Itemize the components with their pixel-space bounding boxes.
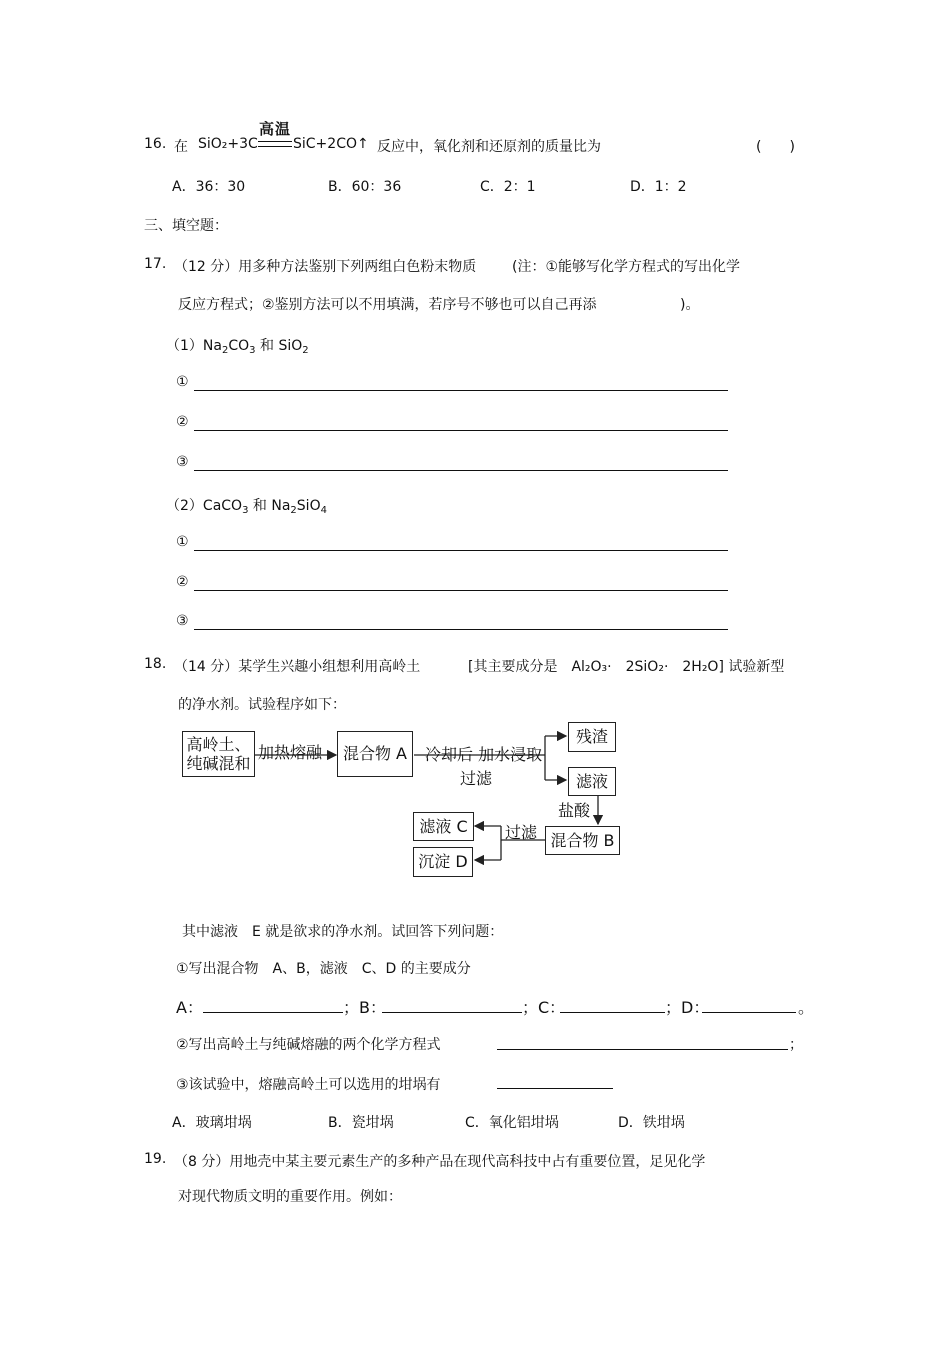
q18-option-b: B．瓷坩埚 — [328, 1115, 394, 1131]
section-heading: 三、填空题： — [144, 218, 228, 234]
q19-line1: （8 分）用地壳中某主要元素生产的多种产品在现代高科技中占有重要位置，足见化学 — [174, 1154, 706, 1170]
q17-line2: 反应方程式；②鉴别方法可以不用填满，若序号不够也可以自己再添 — [178, 297, 597, 313]
q16-prefix: 在 — [174, 139, 188, 155]
q18-line2: 的净水剂。试验程序如下： — [178, 697, 346, 713]
q16-reaction-condition: 高温 — [259, 120, 292, 138]
flow-label-filter-1: 过滤 — [460, 769, 493, 788]
q17-line1: （12 分）用多种方法鉴别下列两组白色粉末物质 — [174, 259, 477, 275]
q18-subquestion-3: ③该试验中，熔融高岭土可以选用的坩埚有 — [176, 1077, 441, 1093]
q17-part1-circle-2: ② — [176, 414, 189, 430]
q18-blank-b[interactable] — [382, 1012, 522, 1013]
q16-answer-paren: ( ) — [756, 139, 795, 155]
q18-blank-end: 。 — [798, 998, 815, 1017]
q18-option-c: C．氧化铝坩埚 — [465, 1115, 559, 1131]
flow-label-heat-melt: 加热熔融 — [258, 743, 323, 762]
q18-blank-label-d: ；D： — [665, 998, 710, 1017]
q18-blank-label-c: ；C： — [522, 998, 566, 1017]
q17-line2-end: )。 — [680, 297, 700, 313]
q16-option-b: B．60：36 — [328, 179, 402, 195]
q18-blank-label-a: A： — [176, 998, 203, 1017]
flow-filtrate-box: 滤液 — [568, 767, 616, 796]
q18-number: 18. — [144, 656, 167, 672]
flow-label-hydrochloric-acid: 盐酸 — [558, 801, 591, 820]
q17-part2-circle-1: ① — [176, 534, 189, 550]
q17-part2-circle-2: ② — [176, 574, 189, 590]
flow-mixture-a-box: 混合物 A — [337, 731, 413, 777]
q18-line3: 其中滤液 E 就是欲求的净水剂。试回答下列问题： — [182, 924, 504, 940]
q16-option-c: C．2：1 — [480, 179, 536, 195]
q18-option-a: A．玻璃坩埚 — [172, 1115, 252, 1131]
q18-blank-c[interactable] — [560, 1012, 665, 1013]
q18-option-d: D．铁坩埚 — [618, 1115, 685, 1131]
q18-subquestion-2: ②写出高岭土与纯碱熔融的两个化学方程式 — [176, 1037, 441, 1053]
q18-line1: （14 分）某学生兴趣小组想利用高岭土 — [174, 659, 421, 675]
q17-note: (注：①能够写化学方程式的写出化学 — [512, 259, 741, 275]
q17-part2-circle-3: ③ — [176, 613, 189, 629]
q16-option-a: A．36：30 — [172, 179, 246, 195]
q18-blank-a[interactable] — [203, 1012, 343, 1013]
q17-part1-circle-1: ① — [176, 374, 189, 390]
q19-line2: 对现代物质文明的重要作用。例如： — [178, 1189, 402, 1205]
q18-blank-d[interactable] — [702, 1012, 796, 1013]
flow-precipitate-d-box: 沉淀 D — [413, 847, 473, 877]
q18-formula: [其主要成分是 Al₂O₃· 2SiO₂· 2H₂O] 试验新型 — [468, 659, 785, 675]
q16-products: SiC+2CO↑ — [293, 136, 369, 152]
flow-start-box: 高岭土、 纯碱混和 — [182, 731, 255, 777]
q16-number: 16. — [144, 136, 167, 152]
q17-part1-circle-3: ③ — [176, 454, 189, 470]
q16-option-d: D．1：2 — [630, 179, 687, 195]
flow-mixture-b-box: 混合物 B — [545, 826, 620, 855]
q18-subquestion-1: ①写出混合物 A、B，滤液 C、D 的主要成分 — [176, 961, 471, 977]
q17-part2-heading: （2）CaCO$_3$ 和 $Na_2SiO_4$ — [166, 498, 327, 516]
q18-crucible-blank[interactable] — [497, 1088, 613, 1089]
q18-blank-label-b: ；B： — [343, 998, 386, 1017]
flow-filtrate-c-box: 滤液 C — [413, 812, 474, 841]
flow-label-cool-leach: 冷却后 加水浸取 — [425, 745, 543, 764]
q19-number: 19. — [144, 1151, 167, 1167]
q17-number: 17. — [144, 256, 167, 272]
flow-label-filter-2: 过滤 — [505, 823, 538, 842]
q17-part1-heading: $(1)Na_2CO_3$ 和 SiO$_2$ — [166, 338, 309, 356]
q18-subquestion-2-end: ； — [789, 1037, 803, 1053]
q16-reactants: SiO₂+3C — [198, 136, 258, 152]
q18-equation-blank[interactable] — [497, 1049, 788, 1050]
flow-residue-box: 残渣 — [568, 722, 616, 752]
q16-text: 反应中，氧化剂和还原剂的质量比为 — [377, 139, 601, 155]
